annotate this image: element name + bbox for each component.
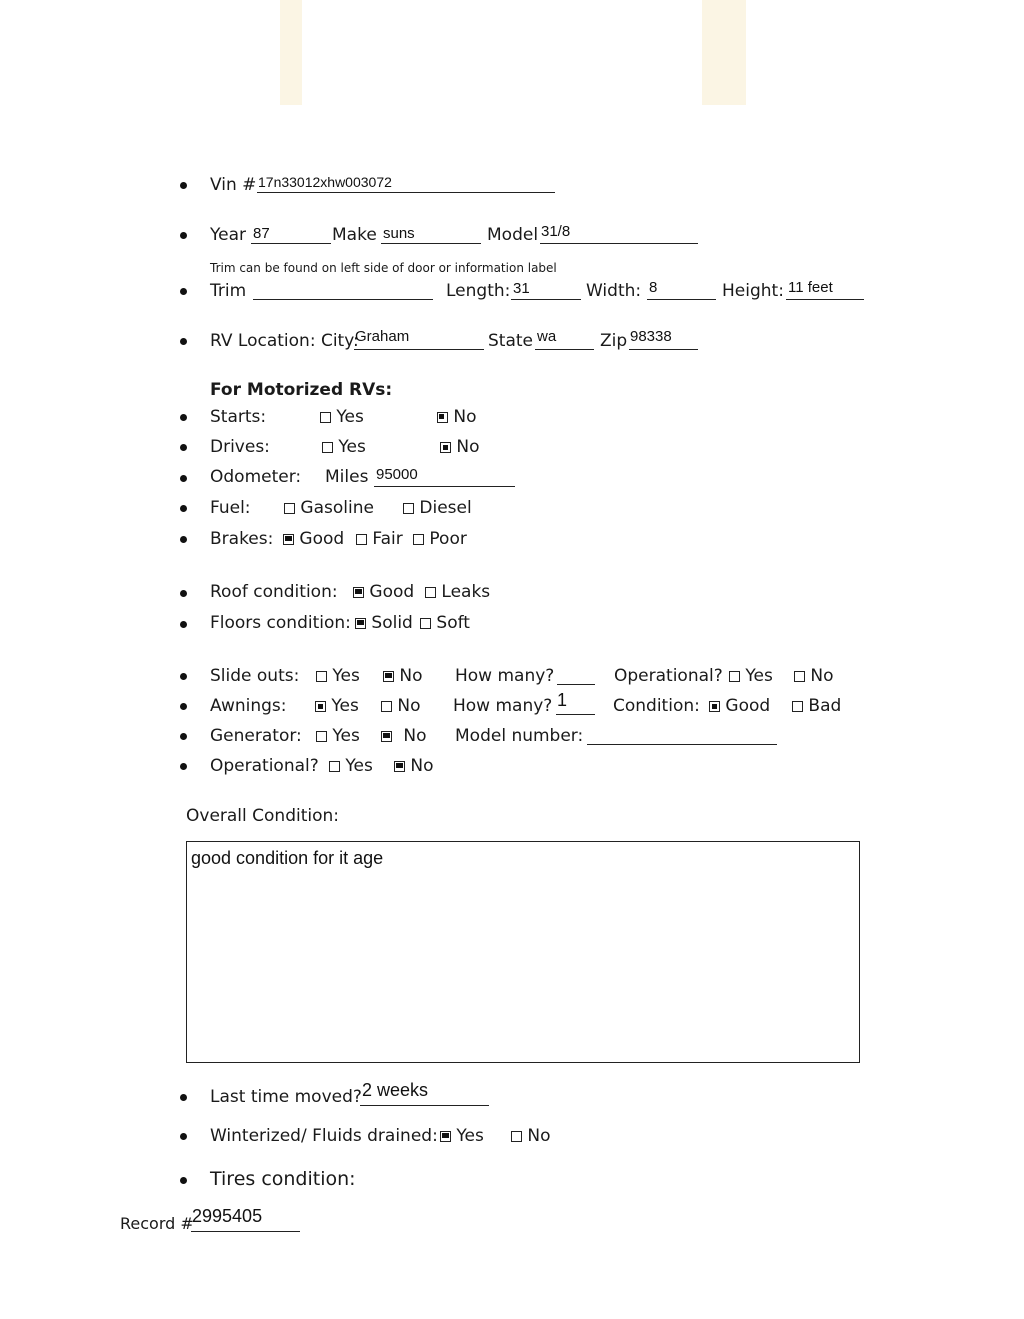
fuel-diesel-checkbox[interactable]: [403, 503, 414, 514]
winterized-no-checkbox[interactable]: [511, 1131, 522, 1142]
bullet: [180, 590, 187, 597]
floors-soft-label: Soft: [436, 613, 470, 633]
slideouts-how-many-label: How many?: [455, 666, 555, 686]
starts-yes-label: Yes: [336, 407, 364, 427]
floors-solid-label: Solid: [371, 613, 413, 633]
year-label: Year: [210, 225, 246, 245]
awnings-yes-checkbox[interactable]: [315, 701, 326, 712]
scan-artifact: [280, 0, 302, 105]
bullet: [180, 1094, 187, 1101]
brakes-poor-checkbox[interactable]: [413, 534, 424, 545]
trim-note: Trim can be found on left side of door or information label: [210, 261, 557, 275]
awnings-condition-label: Condition:: [613, 696, 700, 716]
city-label: RV Location: City:: [210, 331, 359, 351]
city-line: [354, 349, 484, 350]
height-label: Height:: [722, 281, 784, 301]
brakes-good-label: Good: [299, 529, 345, 549]
floors-label: Floors condition:: [210, 613, 351, 633]
model-line: [540, 243, 698, 244]
awnings-yes-label: Yes: [331, 696, 359, 716]
bullet: [180, 1177, 187, 1184]
record-value[interactable]: 2995405: [192, 1206, 263, 1226]
year-line: [251, 243, 331, 244]
motorized-heading: For Motorized RVs:: [210, 380, 393, 400]
floors-soft-option[interactable]: [420, 613, 470, 633]
bullet: [180, 1133, 187, 1140]
generator-op-yes-label: Yes: [345, 756, 373, 776]
state-line: [535, 349, 594, 350]
make-value[interactable]: suns: [383, 225, 415, 242]
drives-label: Drives:: [210, 437, 270, 457]
bullet: [180, 733, 187, 740]
awnings-good-label: Good: [725, 696, 771, 716]
record-label: Record #: [120, 1214, 194, 1233]
awnings-how-many-value[interactable]: 1: [557, 690, 568, 710]
slideouts-yes-option[interactable]: [316, 666, 360, 686]
bullet: [180, 621, 187, 628]
roof-good-label: Good: [369, 582, 415, 602]
awnings-good-option[interactable]: [709, 696, 770, 716]
generator-no-checkbox[interactable]: [381, 731, 392, 742]
bullet: [180, 763, 187, 770]
awnings-how-many-label: How many?: [453, 696, 553, 716]
awnings-bad-checkbox[interactable]: [792, 701, 803, 712]
roof-label: Roof condition:: [210, 582, 338, 602]
miles-value[interactable]: 95000: [376, 466, 418, 483]
generator-op-no-option[interactable]: [394, 756, 434, 776]
vin-row: [210, 175, 256, 197]
vin-line: [257, 192, 555, 193]
overall-label: Overall Condition:: [186, 806, 340, 826]
city-value[interactable]: Graham: [355, 328, 410, 345]
slideouts-op-no-checkbox[interactable]: [794, 671, 805, 682]
floors-solid-option[interactable]: [355, 613, 413, 633]
miles-label: Miles: [325, 467, 369, 487]
awnings-bad-label: Bad: [808, 696, 842, 716]
drives-yes-option[interactable]: [322, 437, 366, 457]
winterized-no-option[interactable]: [511, 1126, 551, 1146]
generator-no-label: No: [403, 726, 427, 746]
bullet: [180, 232, 187, 239]
awnings-yes-option[interactable]: [315, 696, 359, 716]
slideouts-yes-checkbox[interactable]: [316, 671, 327, 682]
starts-no-checkbox[interactable]: [437, 412, 448, 423]
awnings-bad-option[interactable]: [792, 696, 841, 716]
generator-op-yes-option[interactable]: [329, 756, 373, 776]
bullet: [180, 444, 187, 451]
slideouts-no-checkbox[interactable]: [383, 671, 394, 682]
height-value[interactable]: 11 feet: [788, 279, 833, 296]
slideouts-how-many-line: [557, 684, 595, 685]
floors-solid-checkbox[interactable]: [355, 618, 366, 629]
floors-soft-checkbox[interactable]: [420, 618, 431, 629]
generator-yes-checkbox[interactable]: [316, 731, 327, 742]
awnings-no-label: No: [397, 696, 421, 716]
drives-no-option[interactable]: [440, 437, 480, 457]
drives-no-label: No: [456, 437, 480, 457]
length-line: [511, 299, 581, 300]
generator-op-no-checkbox[interactable]: [394, 761, 405, 772]
slideouts-op-no-option[interactable]: [794, 666, 834, 686]
bullet: [180, 703, 187, 710]
fuel-gasoline-checkbox[interactable]: [284, 503, 295, 514]
awnings-no-option[interactable]: [381, 696, 421, 716]
roof-good-checkbox[interactable]: [353, 587, 364, 598]
generator-label: Generator:: [210, 726, 302, 746]
state-label: State: [488, 331, 533, 351]
bullet: [180, 288, 187, 295]
brakes-poor-label: Poor: [429, 529, 467, 549]
slideouts-op-yes-option[interactable]: [729, 666, 773, 686]
fuel-label: Fuel:: [210, 498, 251, 518]
generator-no-option[interactable]: [381, 726, 427, 746]
slideouts-op-no-label: No: [810, 666, 834, 686]
length-value[interactable]: 31: [513, 280, 530, 297]
brakes-fair-checkbox[interactable]: [356, 534, 367, 545]
vin-label: Vin #: [210, 175, 257, 195]
zip-label: Zip: [600, 331, 628, 351]
brakes-poor-option[interactable]: [413, 529, 467, 549]
brakes-good-checkbox[interactable]: [283, 534, 294, 545]
starts-yes-option[interactable]: [320, 407, 364, 427]
generator-yes-label: Yes: [332, 726, 360, 746]
generator-op-no-label: No: [410, 756, 434, 776]
record-line: [191, 1231, 300, 1232]
slideouts-label: Slide outs:: [210, 666, 300, 686]
winterized-yes-checkbox[interactable]: [440, 1131, 451, 1142]
width-value[interactable]: 8: [649, 279, 658, 296]
fuel-diesel-label: Diesel: [419, 498, 472, 518]
bullet: [180, 414, 187, 421]
slideouts-no-option[interactable]: [383, 666, 423, 686]
awnings-how-many-line: [556, 714, 595, 715]
fuel-diesel-option[interactable]: [403, 498, 472, 518]
awnings-no-checkbox[interactable]: [381, 701, 392, 712]
brakes-label: Brakes:: [210, 529, 274, 549]
roof-good-option[interactable]: [353, 582, 414, 602]
overall-condition-text: good condition for it age: [191, 848, 384, 868]
winterized-yes-option[interactable]: [440, 1126, 484, 1146]
starts-label: Starts:: [210, 407, 267, 427]
model-label: Model: [487, 225, 539, 245]
brakes-fair-option[interactable]: [356, 529, 403, 549]
width-label: Width:: [586, 281, 642, 301]
odometer-label: Odometer:: [210, 467, 302, 487]
make-line: [381, 243, 481, 244]
starts-no-label: No: [453, 407, 477, 427]
roof-leaks-checkbox[interactable]: [425, 587, 436, 598]
vin-value[interactable]: 17n33012xhw003072: [258, 174, 392, 190]
bullet: [180, 475, 187, 482]
slideouts-operational-label: Operational?: [614, 666, 723, 686]
model-value[interactable]: 31/8: [541, 223, 571, 240]
overall-condition-box[interactable]: [186, 841, 860, 1063]
slideouts-yes-label: Yes: [332, 666, 360, 686]
starts-no-option[interactable]: [437, 407, 477, 427]
width-line: [647, 299, 716, 300]
trim-label: Trim: [210, 281, 247, 301]
starts-yes-checkbox[interactable]: [320, 412, 331, 423]
generator-model-line: [587, 744, 777, 745]
bullet: [180, 536, 187, 543]
generator-model-label: Model number:: [455, 726, 584, 746]
last-moved-label: Last time moved?: [210, 1087, 362, 1107]
last-moved-value[interactable]: 2 weeks: [362, 1080, 429, 1100]
brakes-good-option[interactable]: [283, 529, 344, 549]
zip-value[interactable]: 98338: [630, 328, 672, 345]
drives-yes-checkbox[interactable]: [322, 442, 333, 453]
trim-line: [253, 299, 433, 300]
bullet: [180, 505, 187, 512]
state-value[interactable]: wa: [537, 328, 557, 345]
drives-yes-label: Yes: [338, 437, 366, 457]
generator-yes-option[interactable]: [316, 726, 360, 746]
generator-operational-label: Operational?: [210, 756, 319, 776]
roof-leaks-label: Leaks: [441, 582, 491, 602]
awnings-good-checkbox[interactable]: [709, 701, 720, 712]
bullet: [180, 673, 187, 680]
slideouts-op-yes-label: Yes: [745, 666, 773, 686]
length-label: Length:: [446, 281, 511, 301]
slideouts-op-yes-checkbox[interactable]: [729, 671, 740, 682]
slideouts-no-label: No: [399, 666, 423, 686]
winterized-yes-label: Yes: [456, 1126, 484, 1146]
bullet: [180, 338, 187, 345]
winterized-label: Winterized/ Fluids drained:: [210, 1126, 438, 1146]
drives-no-checkbox[interactable]: [440, 442, 451, 453]
last-moved-line: [360, 1105, 489, 1106]
bullet: [180, 182, 187, 189]
scan-artifact: [702, 0, 746, 105]
miles-line: [374, 486, 515, 487]
tires-label: Tires condition:: [210, 1168, 356, 1190]
winterized-no-label: No: [527, 1126, 551, 1146]
generator-op-yes-checkbox[interactable]: [329, 761, 340, 772]
awnings-label: Awnings:: [210, 696, 287, 716]
height-line: [786, 299, 864, 300]
brakes-fair-label: Fair: [372, 529, 403, 549]
make-label: Make: [332, 225, 377, 245]
fuel-gasoline-label: Gasoline: [300, 498, 374, 518]
year-value[interactable]: 87: [253, 225, 270, 242]
zip-line: [629, 349, 698, 350]
fuel-gasoline-option[interactable]: [284, 498, 374, 518]
roof-leaks-option[interactable]: [425, 582, 490, 602]
